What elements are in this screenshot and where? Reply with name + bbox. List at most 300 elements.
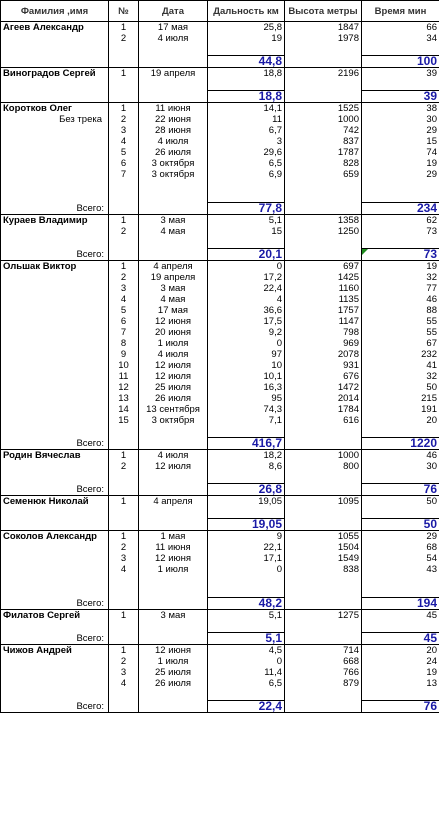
empty-cell [1,678,109,689]
empty-cell [1,360,109,371]
flight-altitude: 1160 [285,283,362,294]
flight-number: 4 [109,294,139,305]
flight-time: 30 [362,114,439,125]
empty-cell [109,472,139,484]
empty-cell [208,180,285,191]
empty-cell [1,542,109,553]
empty-cell [285,237,362,249]
flight-altitude: 1250 [285,226,362,237]
empty-cell [109,56,139,68]
empty-cell [208,575,285,586]
empty-cell [1,294,109,305]
empty-cell [285,519,362,531]
flight-time: 24 [362,656,439,667]
flight-number: 2 [109,114,139,125]
flight-altitude: 800 [285,461,362,472]
empty-cell [109,519,139,531]
flight-number: 4 [109,678,139,689]
table-row [1,68,439,80]
table-row [1,404,439,415]
flight-date: 4 июля [139,450,208,462]
flight-distance: 6,5 [208,158,285,169]
empty-cell [1,621,109,633]
empty-cell [139,633,208,645]
flight-date: 4 мая [139,226,208,237]
comment-marker-icon [362,249,368,255]
flight-number: 1 [109,68,139,80]
flight-time: 19 [362,667,439,678]
total-time [362,701,439,713]
flight-altitude: 2078 [285,349,362,360]
flight-number: 4 [109,136,139,147]
empty-cell [1,158,109,169]
flight-time: 67 [362,338,439,349]
blank-row [1,689,439,701]
flight-number: 5 [109,147,139,158]
flight-date: 11 июня [139,103,208,115]
empty-cell [285,507,362,519]
empty-cell [208,191,285,203]
empty-cell [139,249,208,261]
table-row [1,496,439,508]
flight-number: 3 [109,667,139,678]
flight-date: 3 октября [139,415,208,426]
flight-date: 4 мая [139,294,208,305]
flight-distance: 36,6 [208,305,285,316]
flight-date: 25 июля [139,382,208,393]
blank-row [1,621,439,633]
flight-distance: 17,5 [208,316,285,327]
empty-cell [1,689,109,701]
empty-cell [1,283,109,294]
table-row [1,22,439,34]
flight-number: 15 [109,415,139,426]
total-row [1,484,439,496]
total-time [362,438,439,450]
empty-cell [1,575,109,586]
flight-time: 50 [362,496,439,508]
flight-number: 1 [109,531,139,543]
flight-number: 2 [109,542,139,553]
flight-distance: 19,05 [208,496,285,508]
blank-row [1,180,439,191]
empty-cell [139,598,208,610]
empty-cell [139,575,208,586]
header-row [1,1,439,22]
empty-cell [139,507,208,519]
empty-cell [1,191,109,203]
header-number: № [109,1,139,22]
flight-time: 32 [362,272,439,283]
empty-cell [362,689,439,701]
empty-cell [1,226,109,237]
flight-date: 20 июня [139,327,208,338]
table-row [1,393,439,404]
empty-cell [1,169,109,180]
header-time: Время мин [362,1,439,22]
flight-altitude: 1000 [285,450,362,462]
empty-cell [285,203,362,215]
empty-cell [1,553,109,564]
table-row [1,338,439,349]
flight-altitude: 1549 [285,553,362,564]
total-time-value: 194 [416,597,437,610]
empty-cell [1,415,109,426]
table-row [1,360,439,371]
flight-time: 30 [362,461,439,472]
flight-distance: 4 [208,294,285,305]
empty-cell [139,56,208,68]
flight-altitude: 616 [285,415,362,426]
empty-cell [1,33,109,44]
flight-altitude: 2196 [285,68,362,80]
flight-time: 46 [362,294,439,305]
pilot-name: Семенюк Николай [1,496,109,508]
empty-cell [362,191,439,203]
flight-distance: 10,1 [208,371,285,382]
empty-cell [139,91,208,103]
total-time-value: 73 [423,248,437,261]
pilot-name: Коротков Олег [1,103,109,115]
flight-altitude: 766 [285,667,362,678]
empty-cell [285,56,362,68]
total-time [362,598,439,610]
empty-cell [109,426,139,438]
empty-cell [285,249,362,261]
empty-cell [109,79,139,91]
table-row [1,226,439,237]
flight-altitude: 1147 [285,316,362,327]
flight-time: 62 [362,215,439,227]
flight-time: 34 [362,33,439,44]
flight-number: 9 [109,349,139,360]
flight-number: 1 [109,215,139,227]
total-distance: 20,1 [208,249,285,261]
flight-altitude: 1358 [285,215,362,227]
empty-cell [362,507,439,519]
empty-cell [1,272,109,283]
flight-distance: 15 [208,226,285,237]
total-time [362,91,439,103]
table-row [1,33,439,44]
empty-cell [1,305,109,316]
flight-time: 32 [362,371,439,382]
flight-distance: 14,1 [208,103,285,115]
total-time [362,633,439,645]
total-time [362,484,439,496]
flight-number: 2 [109,272,139,283]
flight-distance: 18,2 [208,450,285,462]
empty-cell [109,191,139,203]
flight-number: 3 [109,283,139,294]
empty-cell [139,44,208,56]
total-distance: 5,1 [208,633,285,645]
empty-cell [285,426,362,438]
empty-cell [109,484,139,496]
empty-cell [362,180,439,191]
empty-cell [139,701,208,713]
table-row [1,294,439,305]
empty-cell [1,382,109,393]
flight-date: 28 июня [139,125,208,136]
flight-altitude: 1000 [285,114,362,125]
table-row [1,136,439,147]
flight-date: 4 апреля [139,261,208,273]
total-label: Всего: [1,203,109,215]
empty-cell [139,203,208,215]
flight-altitude: 668 [285,656,362,667]
flight-number: 14 [109,404,139,415]
empty-cell [285,191,362,203]
table-row [1,305,439,316]
pilot-name: Соколов Александр [1,531,109,543]
flight-altitude: 1525 [285,103,362,115]
flight-number: 1 [109,261,139,273]
flight-altitude: 1425 [285,272,362,283]
empty-cell [1,564,109,575]
flight-number: 8 [109,338,139,349]
flight-time: 215 [362,393,439,404]
empty-cell [109,598,139,610]
blank-row [1,237,439,249]
flight-time: 66 [362,22,439,34]
flight-altitude: 714 [285,645,362,657]
table-row [1,450,439,462]
table-row [1,678,439,689]
flight-number: 1 [109,496,139,508]
empty-cell [1,656,109,667]
total-time [362,519,439,531]
table-row [1,261,439,273]
table-body [1,1,439,713]
flight-distance: 11 [208,114,285,125]
empty-cell [139,426,208,438]
flight-date: 12 июля [139,461,208,472]
flight-number: 2 [109,656,139,667]
table-row [1,125,439,136]
flight-time: 68 [362,542,439,553]
flight-distance: 25,8 [208,22,285,34]
empty-cell [1,404,109,415]
flight-distance: 6,9 [208,169,285,180]
empty-cell [1,136,109,147]
flight-distance: 97 [208,349,285,360]
empty-cell [109,180,139,191]
flight-altitude: 1847 [285,22,362,34]
flight-time: 43 [362,564,439,575]
flight-altitude: 828 [285,158,362,169]
empty-cell [285,91,362,103]
empty-cell [109,91,139,103]
empty-cell [362,44,439,56]
table-row [1,327,439,338]
empty-cell [109,689,139,701]
pilot-name: Родин Вячеслав [1,450,109,462]
empty-cell [109,633,139,645]
flight-date: 3 мая [139,610,208,622]
flight-time: 88 [362,305,439,316]
total-label: Всего: [1,598,109,610]
empty-cell [1,461,109,472]
empty-cell [139,79,208,91]
flight-distance: 22,1 [208,542,285,553]
table-row [1,645,439,657]
total-time [362,249,439,261]
blank-row [1,191,439,203]
table-row [1,542,439,553]
flight-distance: 0 [208,656,285,667]
empty-cell [109,438,139,450]
total-label: Всего: [1,633,109,645]
total-time-value: 39 [423,90,437,103]
total-distance: 48,2 [208,598,285,610]
flight-date: 3 октября [139,158,208,169]
table-row [1,371,439,382]
empty-cell [208,507,285,519]
flight-number: 5 [109,305,139,316]
empty-cell [139,519,208,531]
total-time-value: 50 [423,518,437,531]
flight-distance: 9,2 [208,327,285,338]
table-row [1,158,439,169]
flight-number: 11 [109,371,139,382]
total-time-value: 76 [423,483,437,496]
empty-cell [208,79,285,91]
flight-altitude: 837 [285,136,362,147]
table-row [1,610,439,622]
total-row [1,91,439,103]
flight-number: 6 [109,316,139,327]
flight-distance: 19 [208,33,285,44]
total-time-value: 76 [423,700,437,713]
pilot-name: Кураев Владимир [1,215,109,227]
pilot-name: Филатов Сергей [1,610,109,622]
header-distance: Дальность км [208,1,285,22]
flight-altitude: 931 [285,360,362,371]
flight-number: 13 [109,393,139,404]
empty-cell [285,598,362,610]
empty-cell [109,586,139,598]
pilot-name: Агеев Александр [1,22,109,34]
empty-cell [285,438,362,450]
flight-time: 77 [362,283,439,294]
empty-cell [109,621,139,633]
flight-number: 1 [109,610,139,622]
empty-cell [1,507,109,519]
empty-cell [285,575,362,586]
flight-date: 12 июня [139,316,208,327]
empty-cell [139,484,208,496]
flight-time: 38 [362,103,439,115]
flight-time: 41 [362,360,439,371]
flight-time: 45 [362,610,439,622]
flight-time: 29 [362,125,439,136]
table-row [1,316,439,327]
blank-row [1,426,439,438]
empty-cell [285,44,362,56]
table-row [1,564,439,575]
flight-date: 13 сентября [139,404,208,415]
flight-date: 3 мая [139,215,208,227]
flight-number: 2 [109,226,139,237]
empty-cell [362,237,439,249]
table-row [1,461,439,472]
empty-cell [1,586,109,598]
flight-time: 73 [362,226,439,237]
empty-cell [285,633,362,645]
total-distance: 18,8 [208,91,285,103]
empty-cell [139,586,208,598]
flight-altitude: 1275 [285,610,362,622]
table-row [1,553,439,564]
table-row [1,415,439,426]
total-row [1,249,439,261]
total-row [1,598,439,610]
flight-altitude: 1787 [285,147,362,158]
empty-cell [208,621,285,633]
empty-cell [1,237,109,249]
flight-number: 2 [109,461,139,472]
total-distance: 19,05 [208,519,285,531]
flight-distance: 11,4 [208,667,285,678]
empty-cell [1,349,109,360]
empty-cell [1,426,109,438]
total-time [362,56,439,68]
empty-cell [208,426,285,438]
flight-altitude: 1095 [285,496,362,508]
flight-distance: 29,6 [208,147,285,158]
flight-altitude: 1135 [285,294,362,305]
flight-distance: 0 [208,338,285,349]
table-row [1,283,439,294]
empty-cell [285,621,362,633]
total-label: Всего: [1,701,109,713]
header-altitude: Высота метры [285,1,362,22]
total-label [1,56,109,68]
flight-time: 74 [362,147,439,158]
empty-cell [208,44,285,56]
total-row [1,438,439,450]
flight-distance: 8,6 [208,461,285,472]
flight-date: 3 мая [139,283,208,294]
flight-date: 17 мая [139,305,208,316]
empty-cell [139,438,208,450]
flight-number: 4 [109,564,139,575]
flight-date: 12 июня [139,645,208,657]
table-row [1,272,439,283]
total-label: Всего: [1,438,109,450]
total-time-value: 100 [416,55,437,68]
empty-cell [362,621,439,633]
blank-row [1,79,439,91]
empty-cell [109,237,139,249]
flight-date: 19 апреля [139,272,208,283]
flight-number: 1 [109,450,139,462]
total-row [1,203,439,215]
table-row [1,349,439,360]
flight-distance: 6,7 [208,125,285,136]
empty-cell [362,472,439,484]
table-row [1,667,439,678]
flight-date: 4 июля [139,33,208,44]
empty-cell [362,575,439,586]
flight-date: 26 июля [139,147,208,158]
flight-altitude: 879 [285,678,362,689]
flight-number: 7 [109,327,139,338]
flight-altitude: 1784 [285,404,362,415]
flight-date: 4 апреля [139,496,208,508]
flight-date: 19 апреля [139,68,208,80]
